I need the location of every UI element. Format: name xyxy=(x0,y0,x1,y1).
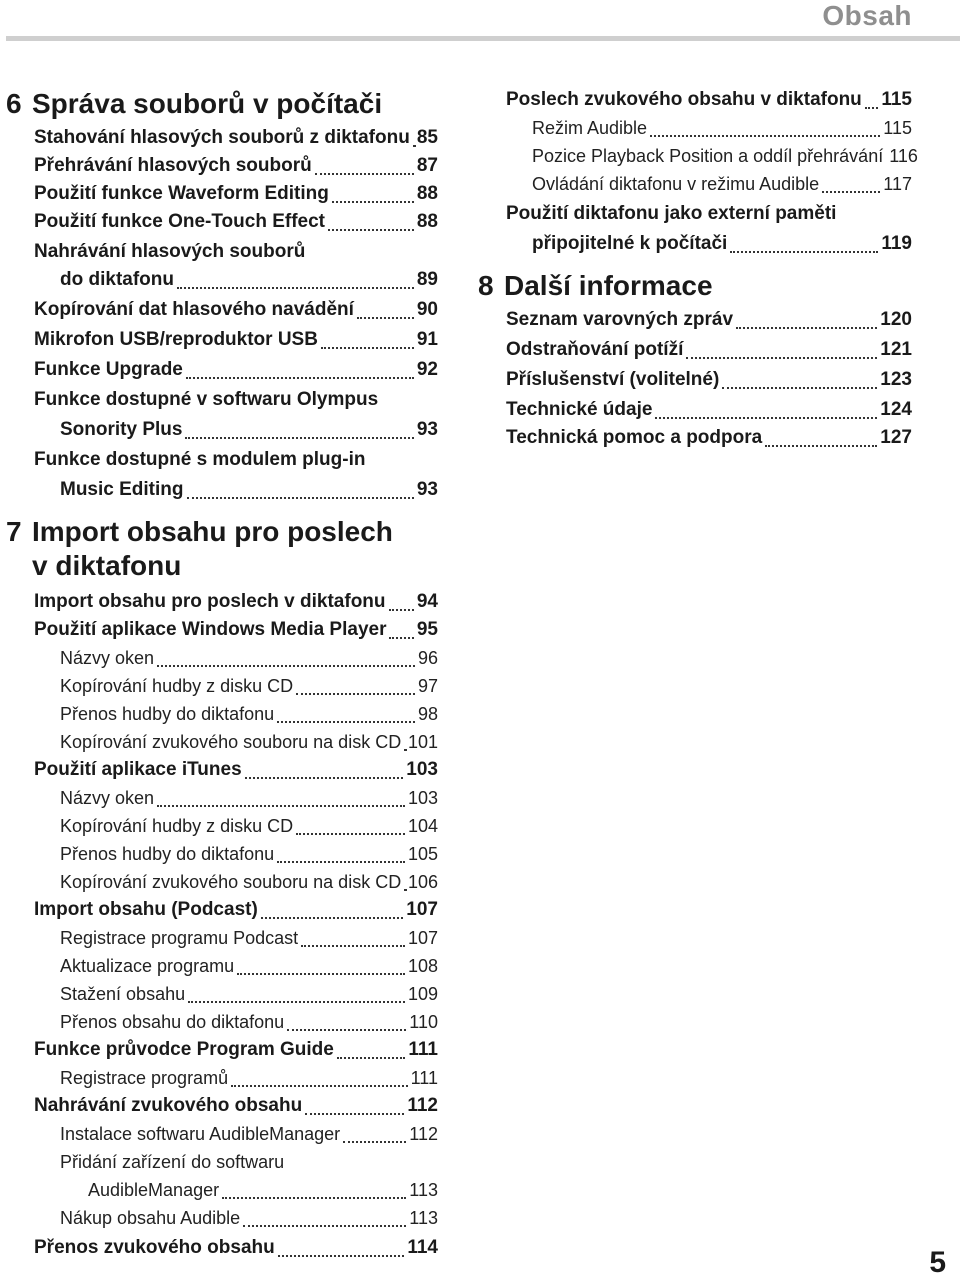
entry-title: Režim Audible xyxy=(532,118,648,138)
entry-page: 104 xyxy=(407,816,438,836)
entry-page: 94 xyxy=(416,591,438,612)
leader-dots xyxy=(765,445,877,447)
toc-entry[interactable] xyxy=(506,338,912,364)
entry-page: 120 xyxy=(880,309,912,330)
entry-title: Přehrávání hlasových souborů xyxy=(34,155,312,176)
entry-page: 110 xyxy=(409,1012,438,1032)
entry-title: Aktualizace programu xyxy=(60,956,235,976)
leader-dots xyxy=(261,917,404,919)
toc-entry[interactable] xyxy=(34,328,438,354)
entry-page: 112 xyxy=(409,1124,438,1144)
leader-dots xyxy=(389,609,414,611)
toc-entry[interactable] xyxy=(34,758,438,784)
entry-title: Poslech zvukového obsahu v diktafonu xyxy=(506,89,862,110)
entry-page: 88 xyxy=(416,211,438,232)
leader-dots xyxy=(277,721,415,723)
entry-title: Nákup obsahu Audible xyxy=(60,1208,241,1228)
entry-title: Funkce Upgrade xyxy=(34,359,183,380)
entry-title: Stažení obsahu xyxy=(60,984,186,1004)
leader-dots xyxy=(296,833,405,835)
toc-entry-first-line: Nahrávání hlasových souborů xyxy=(34,241,306,262)
entry-title: Ovládání diktafonu v režimu Audible xyxy=(532,174,820,194)
entry-title: Příslušenství (volitelné) xyxy=(506,369,720,390)
entry-page: 116 xyxy=(889,146,918,166)
toc-subentry[interactable] xyxy=(60,954,438,980)
entry-page: 103 xyxy=(406,759,438,780)
toc-entry[interactable] xyxy=(34,126,438,152)
leader-dots xyxy=(722,387,877,389)
entry-title: připojitelné k počítači xyxy=(532,233,728,254)
entry-page: 124 xyxy=(880,399,912,420)
entry-title: Názvy oken xyxy=(60,788,155,808)
entry-page: 107 xyxy=(406,899,438,920)
leader-dots xyxy=(337,1057,406,1059)
entry-page: 108 xyxy=(407,956,438,976)
leader-dots xyxy=(328,229,414,231)
leader-dots xyxy=(321,347,414,349)
toc-subentry[interactable] xyxy=(60,1010,438,1036)
entry-page: 101 xyxy=(407,732,438,752)
leader-dots xyxy=(231,1085,408,1087)
entry-title: Kopírování zvukového souboru na disk CD xyxy=(60,732,402,752)
toc-subentry[interactable] xyxy=(60,926,438,952)
leader-dots xyxy=(185,437,413,439)
toc-entry[interactable] xyxy=(506,88,912,114)
leader-dots xyxy=(736,327,877,329)
page-number: 5 xyxy=(929,1246,946,1279)
toc-entry[interactable] xyxy=(34,182,438,208)
toc-entry[interactable] xyxy=(34,1236,438,1262)
entry-page: 112 xyxy=(407,1095,438,1116)
entry-title: Instalace softwaru AudibleManager xyxy=(60,1124,341,1144)
leader-dots xyxy=(188,1001,405,1003)
chapter-title: Další informace xyxy=(504,270,713,301)
entry-page: 91 xyxy=(416,329,438,350)
leader-dots xyxy=(650,135,880,137)
leader-dots xyxy=(157,665,415,667)
toc-subentry[interactable] xyxy=(88,1178,438,1204)
entry-page: 117 xyxy=(883,174,912,194)
leader-dots xyxy=(343,1141,406,1143)
leader-dots xyxy=(157,805,405,807)
entry-title: Stahování hlasových souborů z diktafonu xyxy=(34,127,410,148)
toc-entry[interactable] xyxy=(34,898,438,924)
entry-title: Music Editing xyxy=(60,479,184,500)
entry-title: Pozice Playback Position a oddíl přehrávání xyxy=(532,146,884,166)
entry-title: Seznam varovných zpráv xyxy=(506,309,734,330)
entry-title: Nahrávání zvukového obsahu xyxy=(34,1095,303,1116)
chapter-7-heading[interactable] xyxy=(6,516,393,548)
entry-title: Přenos hudby do diktafonu xyxy=(60,704,275,724)
chapter-title-continued: v diktafonu xyxy=(32,550,182,581)
leader-dots xyxy=(686,357,877,359)
leader-dots xyxy=(305,1113,404,1115)
leader-dots xyxy=(404,749,405,751)
leader-dots xyxy=(315,173,414,175)
toc-entry[interactable] xyxy=(506,308,912,334)
toc-entry-first-line: Použití diktafonu jako externí paměti xyxy=(506,203,837,224)
entry-title: Sonority Plus xyxy=(60,419,183,440)
entry-page: 105 xyxy=(407,844,438,864)
chapter-number: 8 xyxy=(478,270,494,301)
toc-entry-first-line: Funkce dostupné s modulem plug-in xyxy=(34,449,366,470)
entry-page: 115 xyxy=(883,118,912,138)
entry-title: Kopírování hudby z disku CD xyxy=(60,676,294,696)
leader-dots xyxy=(177,287,414,289)
toc-entry[interactable] xyxy=(60,478,438,504)
entry-title: Import obsahu (Podcast) xyxy=(34,899,258,920)
entry-title: Použití funkce One-Touch Effect xyxy=(34,211,325,232)
toc-subentry[interactable] xyxy=(532,172,912,198)
toc-entry[interactable] xyxy=(506,368,912,394)
toc-entry[interactable] xyxy=(34,1094,438,1120)
toc-subentry[interactable] xyxy=(60,786,438,812)
leader-dots xyxy=(413,145,414,147)
leader-dots xyxy=(243,1225,406,1227)
entry-page: 113 xyxy=(409,1208,438,1228)
leader-dots xyxy=(277,861,405,863)
entry-page: 119 xyxy=(881,233,912,254)
toc-subentry[interactable] xyxy=(60,730,438,756)
toc-entry[interactable] xyxy=(506,398,912,424)
toc-entry[interactable] xyxy=(60,268,438,294)
entry-title: Technické údaje xyxy=(506,399,653,420)
entry-page: 97 xyxy=(417,676,438,696)
entry-page: 85 xyxy=(416,127,438,148)
toc-subentry[interactable] xyxy=(532,116,912,142)
toc-entry[interactable] xyxy=(34,298,438,324)
entry-title: Odstraňování potíží xyxy=(506,339,684,360)
chapter-6-heading[interactable] xyxy=(6,88,382,120)
entry-title: Registrace programů xyxy=(60,1068,229,1088)
chapter-title: Import obsahu pro poslech xyxy=(32,516,393,547)
leader-dots xyxy=(357,317,414,319)
entry-title: Přenos obsahu do diktafonu xyxy=(60,1012,285,1032)
chapter-number: 7 xyxy=(6,516,22,547)
leader-dots xyxy=(222,1197,406,1199)
leader-dots xyxy=(301,945,405,947)
entry-page: 93 xyxy=(416,419,438,440)
toc-subentry[interactable] xyxy=(60,1122,438,1148)
entry-page: 111 xyxy=(408,1039,438,1060)
leader-dots xyxy=(865,107,879,109)
leader-dots xyxy=(237,973,405,975)
leader-dots xyxy=(287,1029,406,1031)
toc-entry[interactable] xyxy=(34,210,438,236)
entry-page: 106 xyxy=(407,872,438,892)
leader-dots xyxy=(389,637,413,639)
leader-dots xyxy=(186,377,414,379)
toc-entry[interactable] xyxy=(34,358,438,384)
toc-entry[interactable] xyxy=(532,232,912,258)
toc-subentry-first-line: Přidání zařízení do softwaru xyxy=(60,1152,285,1172)
toc-subentry[interactable] xyxy=(60,674,438,700)
entry-page: 103 xyxy=(407,788,438,808)
toc-entry[interactable] xyxy=(34,1038,438,1064)
leader-dots xyxy=(296,693,415,695)
entry-title: Kopírování zvukového souboru na disk CD xyxy=(60,872,402,892)
entry-page: 95 xyxy=(416,619,438,640)
entry-page: 90 xyxy=(416,299,438,320)
entry-title: Použití aplikace iTunes xyxy=(34,759,242,780)
entry-title: Kopírování hudby z disku CD xyxy=(60,816,294,836)
entry-page: 109 xyxy=(407,984,438,1004)
toc-entry[interactable] xyxy=(34,590,438,616)
entry-title: Přenos zvukového obsahu xyxy=(34,1237,275,1258)
chapter-title: Správa souborů v počítači xyxy=(32,88,383,119)
entry-page: 107 xyxy=(407,928,438,948)
entry-page: 87 xyxy=(416,155,438,176)
toc-subentry[interactable] xyxy=(60,1066,438,1092)
leader-dots xyxy=(245,777,404,779)
leader-dots xyxy=(332,201,414,203)
toc-entry[interactable] xyxy=(34,154,438,180)
toc-entry[interactable] xyxy=(34,618,438,644)
entry-page: 114 xyxy=(407,1237,438,1258)
leader-dots xyxy=(404,889,405,891)
entry-title: Registrace programu Podcast xyxy=(60,928,299,948)
entry-page: 113 xyxy=(409,1180,438,1200)
toc-subentry[interactable] xyxy=(60,646,438,672)
toc-entry[interactable] xyxy=(506,426,912,452)
entry-page: 123 xyxy=(880,369,912,390)
toc-subentry[interactable] xyxy=(532,144,918,170)
leader-dots xyxy=(187,497,414,499)
toc-entry[interactable] xyxy=(60,418,438,444)
entry-title: Import obsahu pro poslech v diktafonu xyxy=(34,591,386,612)
toc-subentry[interactable] xyxy=(60,842,438,868)
toc-subentry[interactable] xyxy=(60,870,438,896)
entry-page: 127 xyxy=(880,427,912,448)
chapter-7-heading-line2 xyxy=(32,550,181,582)
entry-title: Mikrofon USB/reproduktor USB xyxy=(34,329,318,350)
leader-dots xyxy=(278,1255,405,1257)
toc-subentry[interactable] xyxy=(60,814,438,840)
toc-subentry[interactable] xyxy=(60,982,438,1008)
header-rule xyxy=(6,36,960,41)
section-header-title: Obsah xyxy=(822,0,912,31)
chapter-8-heading[interactable] xyxy=(478,270,713,302)
entry-page: 92 xyxy=(416,359,438,380)
entry-page: 98 xyxy=(417,704,438,724)
entry-title: do diktafonu xyxy=(60,269,174,290)
entry-title: Technická pomoc a podpora xyxy=(506,427,763,448)
leader-dots xyxy=(822,191,880,193)
entry-title: Funkce průvodce Program Guide xyxy=(34,1039,334,1060)
entry-title: Použití aplikace Windows Media Player xyxy=(34,619,387,640)
entry-page: 121 xyxy=(880,339,912,360)
chapter-number: 6 xyxy=(6,88,22,119)
entry-page: 111 xyxy=(410,1068,438,1088)
leader-dots xyxy=(730,251,878,253)
toc-subentry[interactable] xyxy=(60,702,438,728)
entry-title: Přenos hudby do diktafonu xyxy=(60,844,275,864)
entry-page: 89 xyxy=(416,269,438,290)
toc-entry-first-line: Funkce dostupné v softwaru Olympus xyxy=(34,389,379,410)
entry-title: Kopírování dat hlasového navádění xyxy=(34,299,354,320)
entry-title: Názvy oken xyxy=(60,648,155,668)
entry-page: 115 xyxy=(881,89,912,110)
entry-page: 96 xyxy=(417,648,438,668)
entry-title: AudibleManager xyxy=(88,1180,220,1200)
entry-page: 93 xyxy=(416,479,438,500)
leader-dots xyxy=(655,417,877,419)
toc-subentry[interactable] xyxy=(60,1206,438,1232)
entry-page: 88 xyxy=(416,183,438,204)
entry-title: Použití funkce Waveform Editing xyxy=(34,183,329,204)
